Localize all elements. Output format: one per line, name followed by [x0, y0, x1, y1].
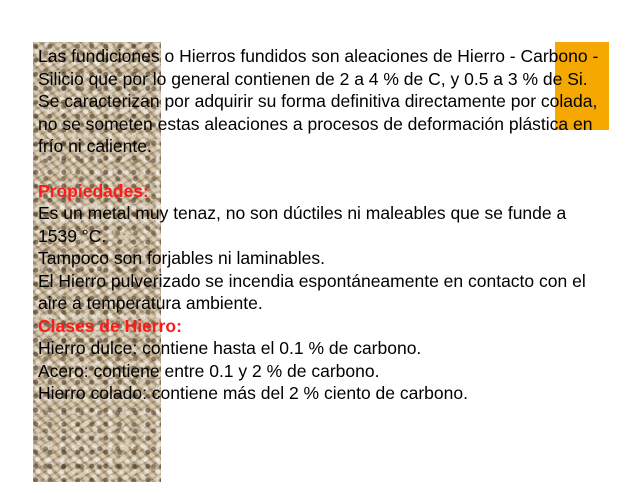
property-item: Tampoco son forjables ni laminables. [38, 248, 325, 268]
properties-heading: Propiedades: [38, 180, 149, 201]
class-item: Acero: contiene entre 0.1 y 2 % de carbono. [38, 360, 380, 381]
intro-paragraph: Las fundiciones o Hierros fundidos son aleaciones de Hierro - Carbono - Silicio que por lo general contienen de 2 a 4 % de C, y 0.5 a 3 % de Si. Se caracterizan por adquirir su forma definitiva directamente por colada, no se someten estas aleaciones a procesos de deformación plástica en frío ni caliente. [38, 46, 599, 156]
class-item: Hierro colado: contiene más del 2 % ciento de carbono. [38, 383, 468, 403]
slide-text [38, 45, 608, 405]
property-item: Es un metal muy tenaz, no son dúctiles ni maleables que se funde a 1539 °C. [38, 203, 567, 246]
property-item: El Hierro pulverizado se incendia espontáneamente en contacto con el aire a temperatura ambiente. [38, 270, 586, 313]
classes-heading: Clases de Hierro: [38, 315, 182, 336]
class-item: Hierro dulce: contiene hasta el 0.1 % de carbono. [38, 338, 422, 358]
